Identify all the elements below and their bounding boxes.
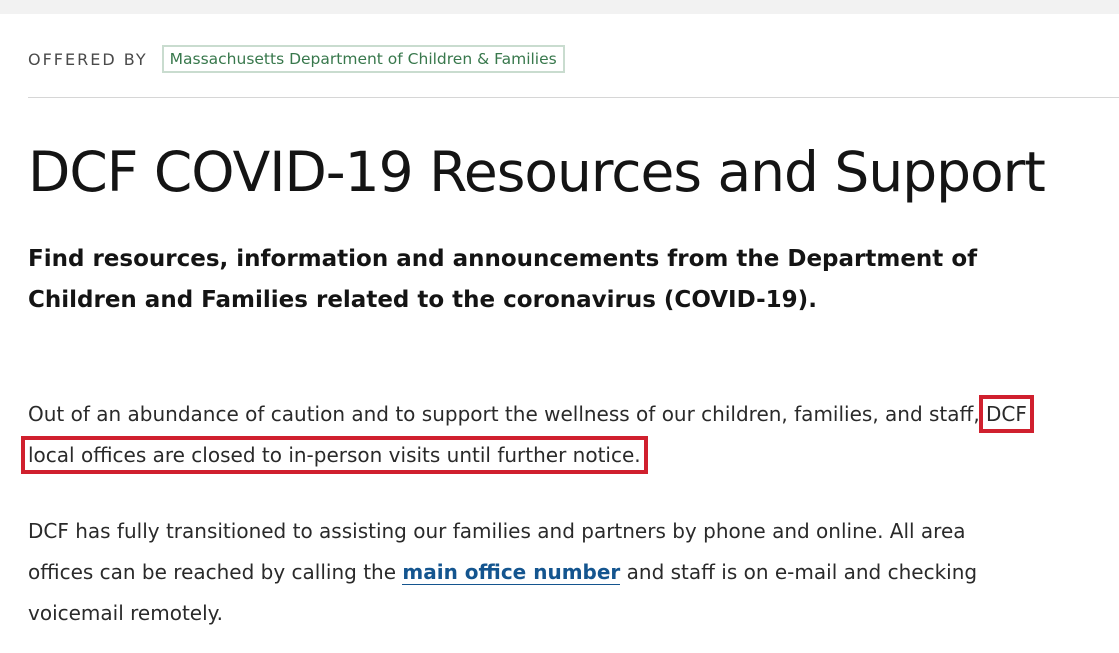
transition-text-before: DCF has fully transitioned to assisting our families and partners by phone and online. All area offices can be reached by calling the bbox=[28, 519, 966, 584]
closure-paragraph bbox=[28, 394, 1028, 476]
offered-by-label: OFFERED BY bbox=[28, 49, 148, 69]
page-subtitle: Find resources, information and announcements from the Department of Children and Families related to the coronavirus (COVID-19). bbox=[28, 246, 978, 313]
header-divider bbox=[28, 97, 1119, 98]
organization-link[interactable]: Massachusetts Department of Children & Families bbox=[162, 45, 565, 73]
page-title: DCF COVID-19 Resources and Support bbox=[28, 140, 1045, 204]
closure-lead-text: Out of an abundance of caution and to support the wellness of our children, families, and staff, bbox=[28, 402, 987, 426]
main-office-number-link[interactable]: main office number bbox=[402, 560, 621, 584]
transition-text-after: and staff is on e-mail and checking voicemail remotely. bbox=[28, 560, 978, 625]
closure-highlight-text: DCF local offices are closed to in-person visits until further notice. bbox=[28, 402, 1027, 467]
transition-paragraph bbox=[28, 511, 1028, 634]
top-bar bbox=[0, 0, 1119, 14]
offered-by-row bbox=[28, 44, 565, 74]
